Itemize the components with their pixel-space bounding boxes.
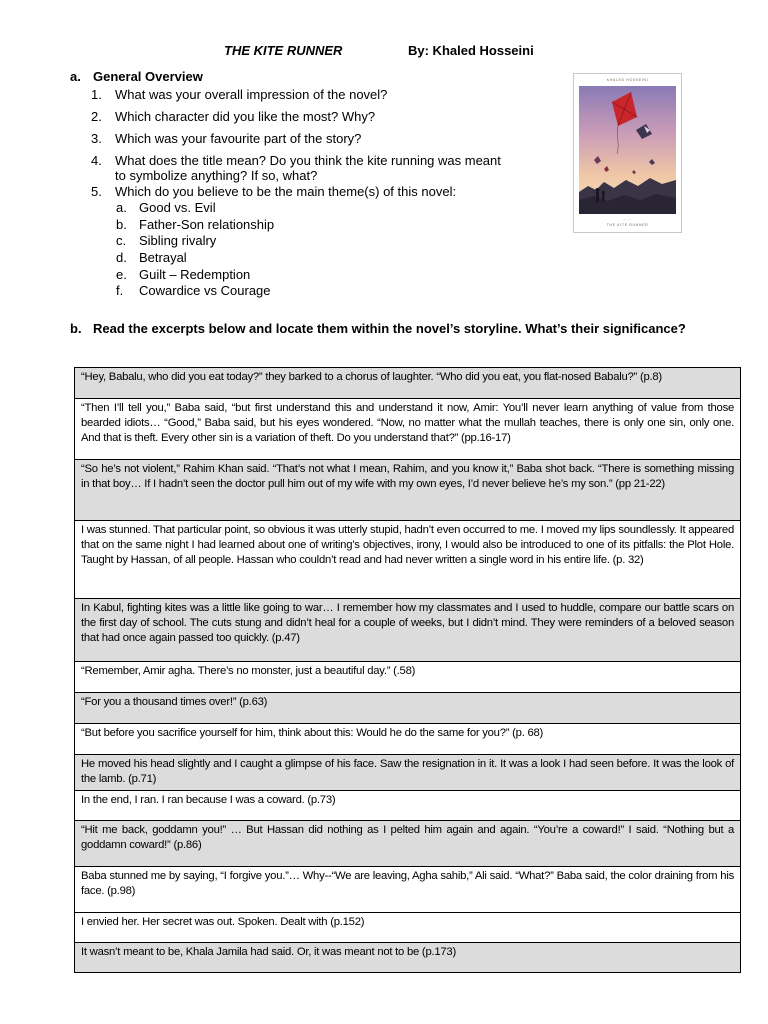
excerpt-cell: In the end, I ran. I ran because I was a coward. (p.73) xyxy=(75,791,741,821)
table-row xyxy=(75,913,741,943)
theme-item xyxy=(70,267,510,282)
excerpt-cell: “Hey, Babalu, who did you eat today?” they barked to a chorus of laughter. “Who did you eat, you flat-nosed Babalu?” (p.8) xyxy=(75,368,741,399)
question-text: Which character did you like the most? Why? xyxy=(115,109,376,124)
theme-item xyxy=(70,200,510,215)
table-row xyxy=(75,399,741,460)
section-b-instruction: Read the excerpts below and locate them within the novel’s storyline. What’s their significance? xyxy=(93,321,686,336)
question-text: Which do you believe to be the main theme(s) of this novel: xyxy=(115,184,457,199)
question-number: 4. xyxy=(91,153,102,168)
table-row xyxy=(75,662,741,693)
question-text: What was your overall impression of the novel? xyxy=(115,87,388,102)
question-number: 2. xyxy=(91,109,102,124)
excerpt-cell: It wasn’t meant to be, Khala Jamila had said. Or, it was meant not to be (p.173) xyxy=(75,943,741,973)
table-row xyxy=(75,867,741,913)
question-item xyxy=(70,87,510,102)
section-excerpts-heading xyxy=(70,321,722,336)
section-a-marker: a. xyxy=(70,69,81,84)
svg-text:— · —: — · — xyxy=(623,218,632,221)
theme-letter: e. xyxy=(116,266,127,282)
excerpt-cell: “Remember, Amir agha. There’s no monster, just a beautiful day.” (.58) xyxy=(75,662,741,693)
question-number: 3. xyxy=(91,131,102,146)
theme-text: Betrayal xyxy=(139,250,187,266)
cover-author-text: KHALED HOSSEINI xyxy=(606,78,649,82)
question-item xyxy=(70,131,510,146)
theme-text: Father-Son relationship xyxy=(139,216,275,232)
cover-title-text: THE KITE RUNNER xyxy=(606,223,649,227)
author-line: By: Khaled Hosseini xyxy=(408,43,534,58)
excerpt-cell: “But before you sacrifice yourself for him, think about this: Would he do the same for you?” (p. 68) xyxy=(75,724,741,755)
theme-text: Good vs. Evil xyxy=(139,200,216,215)
question-item xyxy=(70,184,510,199)
theme-text: Sibling rivalry xyxy=(139,233,217,249)
table-row xyxy=(75,693,741,724)
question-text: Which was your favourite part of the story? xyxy=(115,131,362,146)
theme-item xyxy=(70,233,510,248)
theme-letter: f. xyxy=(116,283,124,299)
table-row xyxy=(75,821,741,867)
question-number: 5. xyxy=(91,184,102,199)
book-cover-image xyxy=(573,73,682,233)
theme-item xyxy=(70,250,510,265)
excerpts-table xyxy=(74,367,741,973)
table-row xyxy=(75,791,741,821)
question-item xyxy=(70,109,510,124)
theme-letter: b. xyxy=(116,216,127,232)
excerpt-cell: In Kabul, fighting kites was a little like going to war… I remember how my classmates and I used to huddle, compare our battle scars on the first day of school. The cuts stung and didn’t heal for a couple of weeks, but I didn’t mind. They were reminders of a beloved season that had once again passed too quickly. (p.47) xyxy=(75,599,741,662)
document-title xyxy=(0,43,768,61)
excerpt-cell: “Then I’ll tell you,” Baba said, “but first understand this and understand it now, Amir: You’ll never learn anything of value from those bearded idiots… “Good,” Baba said, but his eyes wondered. “Now, no matter what the mullah teaches, there is only one sin, only one. And that is theft. Every other sin is a variation of theft. Do you understand that?” (pp.16-17) xyxy=(75,399,741,460)
section-b-marker: b. xyxy=(70,321,82,336)
excerpt-cell: “So he’s not violent,” Rahim Khan said. “That’s not what I mean, Rahim, and you know it,” Baba shot back. “There is something missing in that boy… If I hadn’t seen the doctor pull him out of my wife with my own eyes, I’d never believe he’s my son.” (pp 21-22) xyxy=(75,460,741,521)
theme-letter: d. xyxy=(116,250,127,266)
book-title: THE KITE RUNNER xyxy=(224,43,343,58)
table-row xyxy=(75,599,741,662)
theme-text: Cowardice vs Courage xyxy=(139,283,271,299)
section-a-heading xyxy=(70,68,510,86)
table-row xyxy=(75,460,741,521)
section-a-title: General Overview xyxy=(93,69,203,84)
theme-item xyxy=(70,217,510,232)
excerpt-cell: He moved his head slightly and I caught a glimpse of his face. Saw the resignation in it. It was a look I had seen before. It was the look of the lamb. (p.71) xyxy=(75,755,741,791)
question-text: What does the title mean? Do you think the kite running was meant to symbolize anything? If so, what? xyxy=(115,153,501,183)
table-row xyxy=(75,521,741,599)
excerpt-cell: Baba stunned me by saying, “I forgive you.”… Why--“We are leaving, Agha sahib,” Ali said. “What?” Baba said, the color draining from his face. (p.98) xyxy=(75,867,741,913)
excerpt-cell: “For you a thousand times over!” (p.63) xyxy=(75,693,741,724)
theme-letter: a. xyxy=(116,200,127,215)
question-number: 1. xyxy=(91,87,102,102)
section-general-overview xyxy=(70,68,510,300)
table-row xyxy=(75,368,741,399)
theme-letter: c. xyxy=(116,233,127,249)
excerpt-cell: I was stunned. That particular point, so obvious it was utterly stupid, hadn’t even occurred to me. I moved my lips soundlessly. It appeared that on the same night I had learned about one of writing’s objectives, irony, I would also be introduced to one of its pitfalls: the Plot Hole. Taught by Hassan, of all people. Hassan who couldn’t read and had never written a single word in his entire life. (p. 32) xyxy=(75,521,741,599)
table-row xyxy=(75,755,741,791)
theme-text: Guilt – Redemption xyxy=(139,266,251,282)
table-row xyxy=(75,724,741,755)
table-row xyxy=(75,943,741,973)
excerpt-cell: I envied her. Her secret was out. Spoken. Dealt with (p.152) xyxy=(75,913,741,943)
excerpt-cell: “Hit me back, goddamn you!” … But Hassan did nothing as I pelted him again and again. “You’re a coward!” I said. “Nothing but a goddamn coward!” (p.86) xyxy=(75,821,741,867)
theme-item xyxy=(70,283,510,298)
question-item xyxy=(70,153,510,183)
